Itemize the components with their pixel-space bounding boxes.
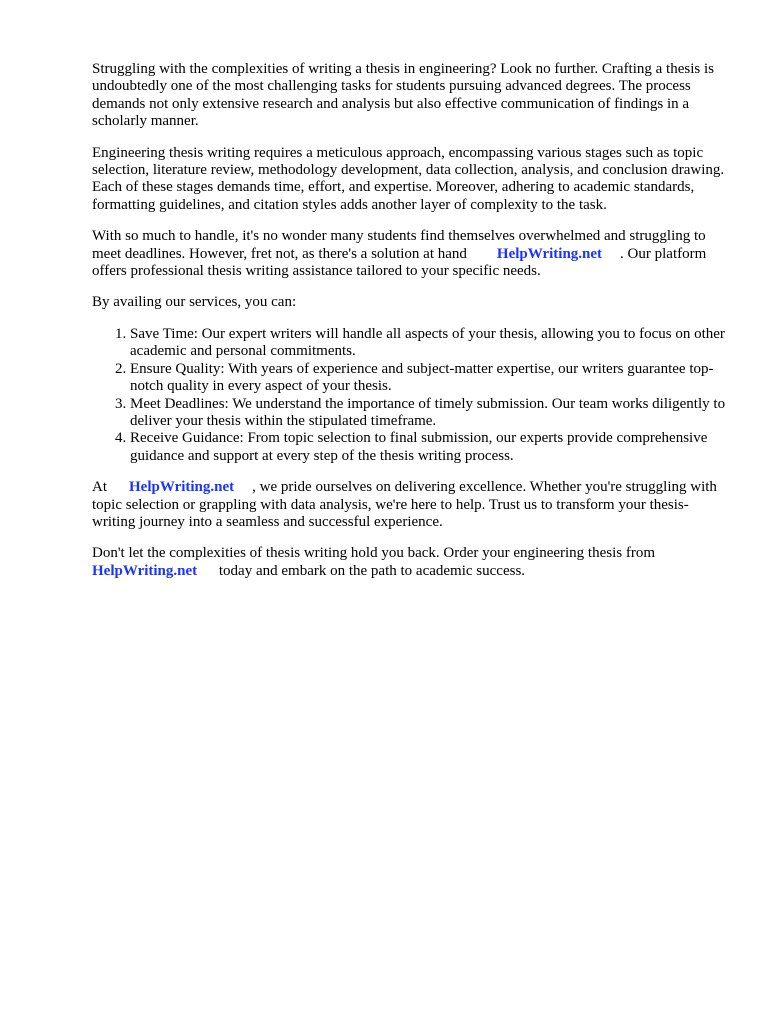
process-paragraph: Engineering thesis writing requires a meticulous approach, encompassing various stages such as topic selection, literature review, methodology development, data collection, analysis, and conclusion drawing. Each of these stages demands time, effort, and expertise. Moreover, adhering to academic standards, formatting guidelines, and citation styles adds another layer of complexity to the task. <box>92 144 725 213</box>
closing-text-before: Don't let the complexities of thesis writing hold you back. Order your engineering thesis from <box>92 545 655 562</box>
list-item: 4. Receive Guidance: From topic selection to final submission, our experts provide comprehensive guidance and support at every step of the thesis writing process. <box>130 430 732 465</box>
helpwriting-link[interactable]: HelpWriting.net <box>92 562 198 579</box>
list-item: 2. Ensure Quality: With years of experience and subject-matter expertise, our writers guarantee top-notch quality in every aspect of your thesis. <box>130 361 732 396</box>
document-page <box>92 61 732 594</box>
benefits-list <box>92 326 732 465</box>
helpwriting-link[interactable]: HelpWriting.net <box>129 479 235 496</box>
solution-paragraph <box>92 228 732 280</box>
closing-paragraph <box>92 545 732 580</box>
excellence-text-after: , we pride ourselves on delivering excellence. Whether you're struggling with topic selection or grappling with data analysis, we're here to help. Trust us to transform your thesis-writing journey into a seamless and successful experience. <box>92 479 717 530</box>
intro-paragraph: Struggling with the complexities of writing a thesis in engineering? Look no further. Crafting a thesis is undoubtedly one of the most challenging tasks for students pursuing advanced degrees. The process demands not only extensive research and analysis but also effective communication of findings in a scholarly manner. <box>92 61 714 130</box>
helpwriting-link[interactable]: HelpWriting.net <box>496 245 603 262</box>
solution-text-before: With so much to handle, it's no wonder many students find themselves overwhelmed and struggling to meet deadlines. However, fret not, as there's a solution at hand <box>92 228 706 262</box>
excellence-paragraph <box>92 479 732 531</box>
services-intro-paragraph: By availing our services, you can: <box>92 294 297 311</box>
excellence-text-before: At <box>92 479 107 496</box>
solution-text-after: . Our platform offers professional thesis writing assistance tailored to your specific needs. <box>92 245 707 280</box>
list-item: 1. Save Time: Our expert writers will handle all aspects of your thesis, allowing you to focus on other academic and personal commitments. <box>130 326 732 361</box>
list-item: 3. Meet Deadlines: We understand the importance of timely submission. Our team works diligently to deliver your thesis within the stipulated timeframe. <box>130 396 732 431</box>
closing-text-after: today and embark on the path to academic success. <box>218 562 526 579</box>
